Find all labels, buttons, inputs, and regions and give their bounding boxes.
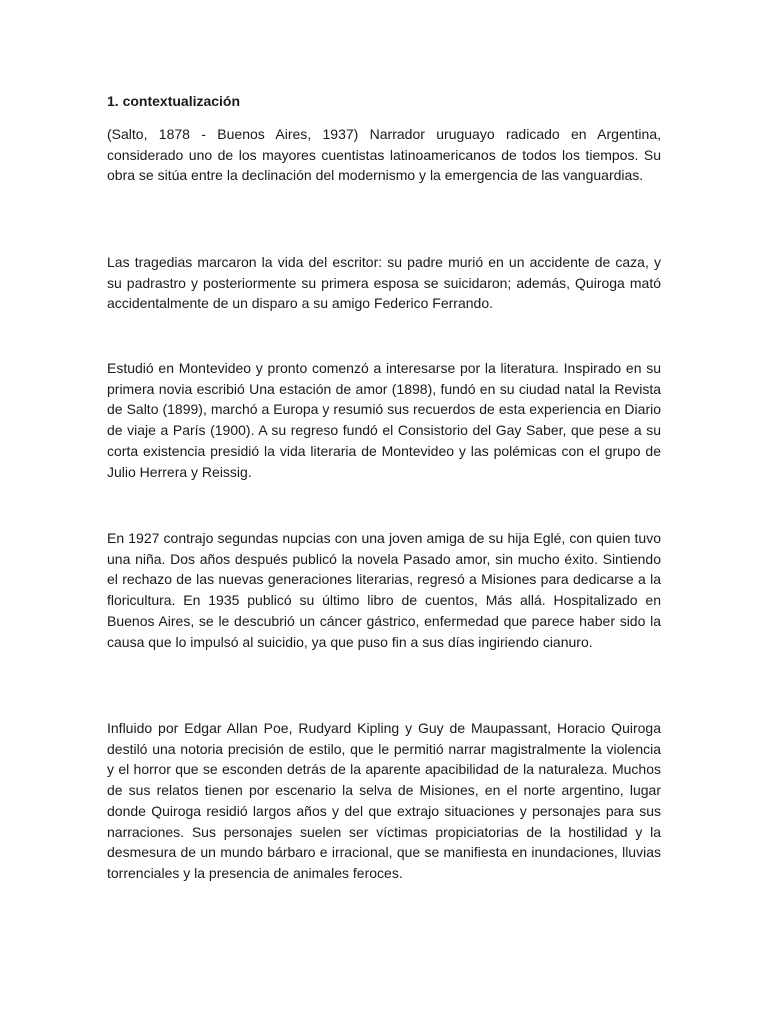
paragraph-studies: Estudió en Montevideo y pronto comenzó a interesarse por la literatura. Inspirado en su primera novia escribió Una estación de amor (1898), fundó en su ciudad natal la Revista de Salto (1899), marchó a Europa y resumió sus recuerdos de esta experiencia en Diario de viaje a París (1900). A su regreso fundó el Consistorio del Gay Saber, que pese a su corta existencia presidió la vida literaria de Montevideo y las polémicas con el grupo de Julio Herrera y Reissig. [107, 360, 661, 480]
section-heading: 1. contextualización [107, 93, 241, 109]
paragraph-tragedies: Las tragedias marcaron la vida del escritor: su padre murió en un accidente de caza, y su padrastro y posteriormente su primera esposa se suicidaron; además, Quiroga mató accidentalmente de un disparo a su amigo Federico Ferrando. [107, 254, 661, 312]
paragraph-influences: Influido por Edgar Allan Poe, Rudyard Kipling y Guy de Maupassant, Horacio Quiroga destiló una notoria precisión de estilo, que le permitió narrar magistralmente la violencia y el horror que se esconden detrás de la aparente apacibilidad de la naturaleza. Muchos de sus relatos tienen por escenario la selva de Misiones, en el norte argentino, lugar donde Quiroga residió largos años y del que extrajo situaciones y personajes para sus narraciones. Sus personajes suelen ser víctimas propiciatorias de la hostilidad y la desmesura de un mundo bárbaro e irracional, que se manifiesta en inundaciones, lluvias torrenciales y la presencia de animales feroces. [107, 720, 661, 881]
paragraph-intro: (Salto, 1878 - Buenos Aires, 1937) Narrador uruguayo radicado en Argentina, considerado uno de los mayores cuentistas latinoamericanos de todos los tiempos. Su obra se sitúa entre la declinación del modernismo y la emergencia de las vanguardias. [107, 126, 661, 184]
paragraph-later-life: En 1927 contrajo segundas nupcias con una joven amiga de su hija Eglé, con quien tuvo una niña. Dos años después publicó la novela Pasado amor, sin mucho éxito. Sintiendo el rechazo de las nuevas generaciones literarias, regresó a Misiones para dedicarse a la floricultura. En 1935 publicó su último libro de cuentos, Más allá. Hospitalizado en Buenos Aires, se le descubrió un cáncer gástrico, enfermedad que parece haber sido la causa que lo impulsó al suicidio, ya que puso fin a sus días ingiriendo cianuro. [107, 530, 661, 650]
